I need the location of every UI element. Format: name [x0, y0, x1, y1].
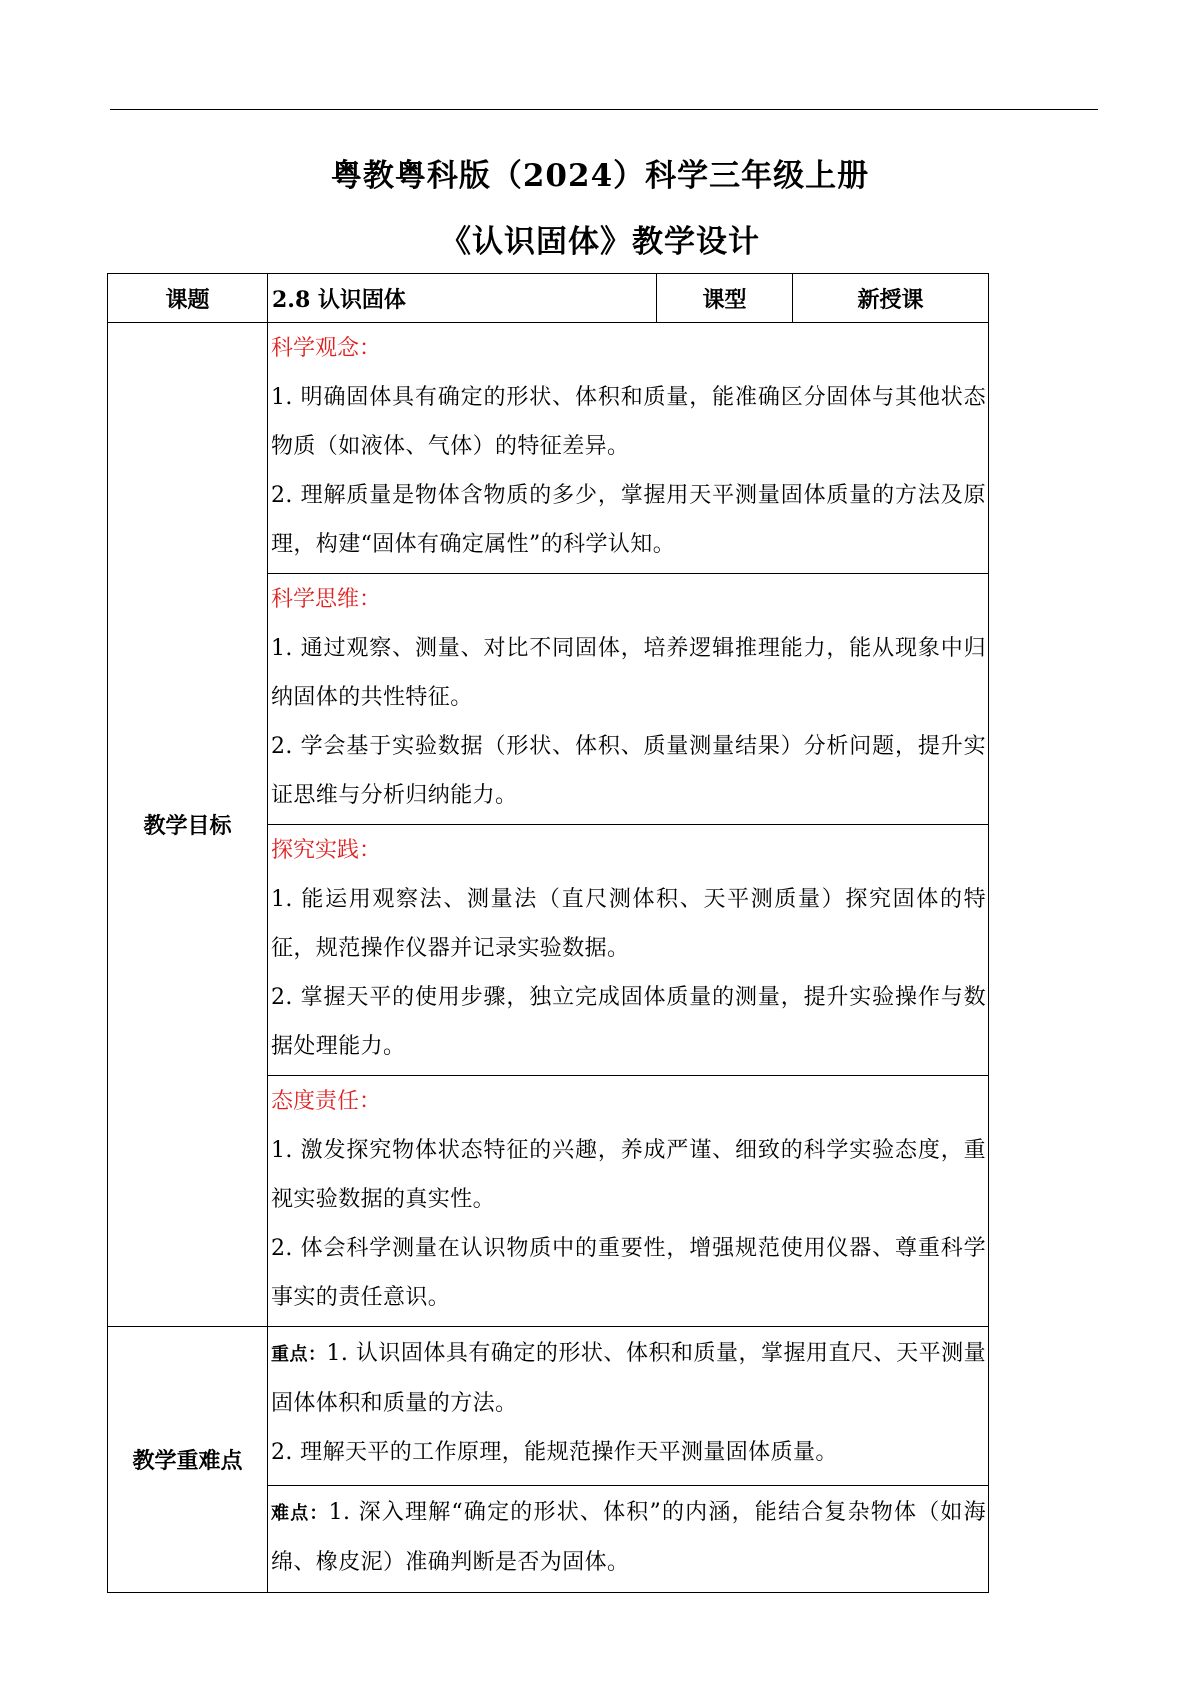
objective-item: 1. 通过观察、测量、对比不同固体，培养逻辑推理能力，能从现象中归纳固体的共性特征。: [271, 636, 986, 710]
header-row: [108, 274, 989, 323]
document-subtitle: 《认识固体》教学设计: [440, 224, 760, 260]
objective-item: 1. 激发探究物体状态特征的兴趣，养成严谨、细致的科学实验态度，重视实验数据的真实性。: [271, 1138, 986, 1212]
objective-item: 2. 理解质量是物体含物质的多少，掌握用天平测量固体质量的方法及原理，构建“固体有确定属性”的科学认知。: [271, 483, 986, 557]
keypoints-row-1: [108, 1327, 989, 1486]
objective-item: 2. 掌握天平的使用步骤，独立完成固体质量的测量，提升实验操作与数据处理能力。: [271, 985, 986, 1059]
key-point-section: [268, 1327, 989, 1486]
difficult-label: 难点：: [271, 1503, 329, 1524]
objective-section: [268, 1076, 989, 1327]
topic-value: 2.8 认识固体: [268, 274, 657, 323]
objective-section: [268, 323, 989, 574]
key-point-item: [271, 1329, 986, 1428]
type-label: 课型: [657, 274, 793, 323]
document-title: 粤教粤科版（2024）科学三年级上册: [330, 158, 870, 194]
objectives-label: 教学目标: [108, 323, 268, 1327]
objective-item: 1. 能运用观察法、测量法（直尺测体积、天平测质量）探究固体的特征，规范操作仪器并记录实验数据。: [271, 887, 986, 961]
lesson-plan-table: [107, 273, 989, 1593]
key-label: 重点：: [271, 1344, 327, 1365]
objective-section: [268, 825, 989, 1076]
section-title: 态度责任：: [271, 1089, 382, 1114]
section-title: 科学观念：: [271, 336, 382, 361]
header-rule: [110, 109, 1098, 110]
type-value: 新授课: [793, 274, 989, 323]
objective-item: 1. 明确固体具有确定的形状、体积和质量，能准确区分固体与其他状态物质（如液体、气体）的特征差异。: [271, 385, 986, 459]
topic-label: 课题: [108, 274, 268, 323]
difficult-point-item: [271, 1488, 986, 1587]
objective-item: 2. 学会基于实验数据（形状、体积、质量测量结果）分析问题，提升实证思维与分析归纳能力。: [271, 734, 986, 808]
objective-section: [268, 574, 989, 825]
objectives-row-1: [108, 323, 989, 574]
section-title: 科学思维：: [271, 587, 382, 612]
key-text: 1. 认识固体具有确定的形状、体积和质量，掌握用直尺、天平测量固体体积和质量的方法。: [271, 1341, 986, 1416]
objective-item: 2. 体会科学测量在认识物质中的重要性，增强规范使用仪器、尊重科学事实的责任意识。: [271, 1236, 986, 1310]
difficult-text: 1. 深入理解“确定的形状、体积”的内涵，能结合复杂物体（如海绵、橡皮泥）准确判断是否为固体。: [271, 1500, 987, 1575]
section-title: 探究实践：: [271, 838, 382, 863]
key-point-item: 2. 理解天平的工作原理，能规范操作天平测量固体质量。: [271, 1440, 838, 1465]
keypoints-label: 教学重难点: [108, 1327, 268, 1593]
difficult-point-section: [268, 1486, 989, 1593]
